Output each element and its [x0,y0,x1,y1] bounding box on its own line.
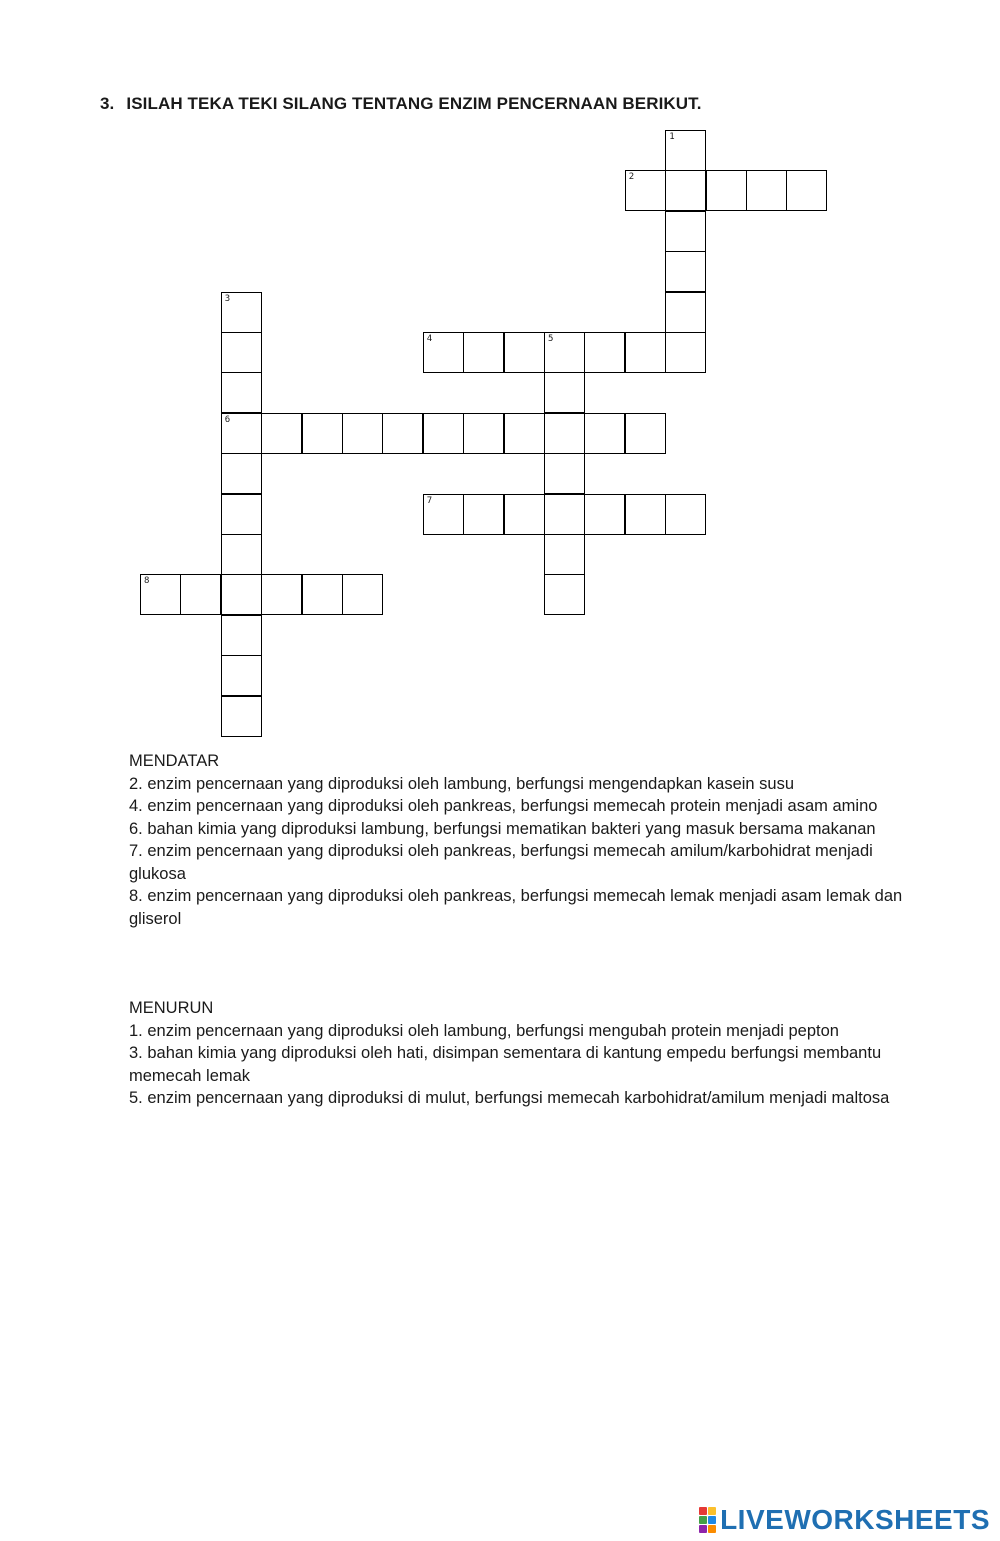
logo-square [708,1516,716,1524]
crossword-cell[interactable] [665,251,706,292]
crossword-cell-input[interactable] [303,575,342,614]
crossword-cell-input[interactable] [424,414,463,453]
crossword-grid [0,0,1000,760]
crossword-cell[interactable] [544,332,585,373]
crossword-clue-number: 7 [426,495,433,506]
crossword-cell-input[interactable] [505,414,544,453]
crossword-cell[interactable] [221,534,262,575]
clue-across-8: 8. enzim pencernaan yang diproduksi oleh pankreas, berfungsi memecah lemak menjadi asam lemak dan gliserol [129,887,903,928]
crossword-cell[interactable] [665,211,706,252]
crossword-cell[interactable] [504,413,545,454]
crossword-clue-number: 8 [144,576,150,587]
crossword-cell-input[interactable] [464,414,503,453]
crossword-cell-input[interactable] [343,414,382,453]
crossword-cell-input[interactable] [545,495,584,534]
crossword-cell-input[interactable] [666,171,705,210]
liveworksheets-logo-icon [699,1507,716,1533]
crossword-cell-input[interactable] [181,575,220,614]
clues-across-heading: MENDATAR [129,752,220,770]
crossword-cell[interactable] [221,453,262,494]
clue-down-5: 5. enzim pencernaan yang diproduksi di mulut, berfungsi memecah karbohidrat/amilum menjadi maltosa [129,1089,890,1107]
crossword-cell-input[interactable] [666,333,705,372]
crossword-cell-input[interactable] [222,495,261,534]
crossword-cell[interactable] [180,574,221,615]
crossword-cell-input[interactable] [585,333,624,372]
crossword-cell[interactable] [423,413,464,454]
clues-across [129,750,919,930]
crossword-cell[interactable] [625,332,666,373]
logo-square [708,1525,716,1533]
crossword-cell[interactable] [221,494,262,535]
clue-down-3: 3. bahan kimia yang diproduksi oleh hati, disimpan sementara di kantung empedu berfungsi membantu memecah lemak [129,1044,882,1085]
clue-across-7: 7. enzim pencernaan yang diproduksi oleh pankreas, berfungsi memecah amilum/karbohidrat menjadi glukosa [129,842,873,883]
logo-text: LIVEWORKSHEETS [720,1504,990,1535]
crossword-cell[interactable] [625,170,666,211]
crossword-cell-input[interactable] [383,414,422,453]
crossword-cell[interactable] [221,332,262,373]
crossword-cell[interactable] [221,372,262,413]
crossword-clue-number: 4 [426,334,433,344]
crossword-cell[interactable] [221,413,262,454]
crossword-cell[interactable] [665,130,706,171]
crossword-cell[interactable] [261,413,302,454]
crossword-cell[interactable] [544,574,585,615]
crossword-cell[interactable] [221,574,262,615]
crossword-cell-input[interactable] [424,333,463,372]
crossword-cell[interactable] [261,574,302,615]
crossword-cell-input[interactable] [666,495,705,534]
crossword-cell-input[interactable] [222,414,261,453]
crossword-cell[interactable] [786,170,827,211]
crossword-cell[interactable] [544,494,585,535]
question-text: ISILAH TEKA TEKI SILANG TENTANG ENZIM PENCERNAAN BERIKUT. [126,94,702,113]
crossword-cell-input[interactable] [626,333,665,372]
crossword-cell-input[interactable] [222,616,261,655]
crossword-cell[interactable] [544,372,585,413]
clues-down [129,997,919,1110]
question-number: 3. [100,94,115,113]
clue-across-4: 4. enzim pencernaan yang diproduksi oleh pankreas, berfungsi memecah protein menjadi asam amino [129,797,878,815]
crossword-clue-number: 3 [224,293,231,304]
crossword-cell[interactable] [625,413,666,454]
crossword-cell[interactable] [140,574,181,615]
crossword-cell[interactable] [423,494,464,535]
crossword-clue-number: 6 [224,414,231,425]
crossword-cell-input[interactable] [424,495,463,534]
crossword-cell-input[interactable] [626,414,665,453]
crossword-cell-input[interactable] [222,293,261,332]
liveworksheets-logo [699,1502,990,1538]
crossword-cell[interactable] [302,574,343,615]
crossword-cell[interactable] [584,494,625,535]
crossword-cell-input[interactable] [545,414,584,453]
crossword-cell[interactable] [423,332,464,373]
crossword-cell-input[interactable] [343,575,382,614]
crossword-cell[interactable] [504,332,545,373]
crossword-cell[interactable] [221,696,262,737]
crossword-cell-input[interactable] [303,414,342,453]
clue-across-2: 2. enzim pencernaan yang diproduksi oleh lambung, berfungsi mengendapkan kasein susu [129,774,795,793]
crossword-cell[interactable] [665,332,706,373]
crossword-cell[interactable] [544,413,585,454]
crossword-cell-input[interactable] [222,333,261,372]
crossword-cell[interactable] [544,453,585,494]
crossword-cell[interactable] [706,170,747,211]
crossword-cell-input[interactable] [505,333,544,372]
crossword-cell[interactable] [221,615,262,656]
crossword-cell-input[interactable] [545,575,584,614]
crossword-cell-input[interactable] [666,252,705,291]
logo-square [699,1507,707,1515]
crossword-cell-input[interactable] [545,373,584,412]
crossword-cell-input[interactable] [585,495,624,534]
crossword-cell-input[interactable] [666,293,705,332]
crossword-cell-input[interactable] [787,171,826,210]
logo-square [699,1525,707,1533]
crossword-cell[interactable] [625,494,666,535]
crossword-cell-input[interactable] [222,656,261,695]
crossword-cell-input[interactable] [222,535,261,574]
crossword-cell-input[interactable] [222,373,261,412]
crossword-cell-input[interactable] [464,495,503,534]
crossword-cell-input[interactable] [626,495,665,534]
logo-square [708,1507,716,1515]
crossword-cell-input[interactable] [222,454,261,493]
crossword-cell[interactable] [221,292,262,333]
crossword-clue-number: 5 [548,334,554,344]
logo-square [699,1516,707,1524]
crossword-cell-input[interactable] [545,535,584,574]
crossword-cell-input[interactable] [545,333,584,372]
crossword-cell[interactable] [221,655,262,696]
crossword-cell-input[interactable] [666,212,705,251]
crossword-cell[interactable] [382,413,423,454]
crossword-cell[interactable] [746,170,787,211]
crossword-cell-input[interactable] [545,454,584,493]
crossword-cell[interactable] [665,494,706,535]
crossword-cell[interactable] [342,413,383,454]
crossword-cell-input[interactable] [585,414,624,453]
crossword-cell-input[interactable] [626,171,665,210]
crossword-cell-input[interactable] [141,575,180,614]
clue-down-1: 1. enzim pencernaan yang diproduksi oleh lambung, berfungsi mengubah protein menjadi pepton [129,1021,839,1040]
crossword-cell[interactable] [584,413,625,454]
crossword-cell[interactable] [584,332,625,373]
crossword-cell[interactable] [463,332,504,373]
crossword-clue-number: 1 [669,132,675,142]
crossword-cell[interactable] [544,534,585,575]
crossword-cell-input[interactable] [707,171,746,210]
crossword-cell-input[interactable] [747,171,786,210]
crossword-clue-number: 2 [628,172,635,183]
crossword-cell[interactable] [463,494,504,535]
crossword-cell-input[interactable] [666,131,705,170]
crossword-cell[interactable] [302,413,343,454]
crossword-cell[interactable] [463,413,504,454]
crossword-cell-input[interactable] [262,414,301,453]
crossword-cell-input[interactable] [222,697,261,736]
crossword-cell-input[interactable] [222,575,261,614]
crossword-cell-input[interactable] [464,333,503,372]
clues-down-heading: MENURUN [129,999,214,1017]
crossword-cell-input[interactable] [262,575,301,614]
crossword-cell[interactable] [504,494,545,535]
crossword-cell[interactable] [342,574,383,615]
crossword-cell-input[interactable] [505,495,544,534]
crossword-cell[interactable] [665,292,706,333]
crossword-cell[interactable] [665,170,706,211]
clue-across-6: 6. bahan kimia yang diproduksi lambung, berfungsi mematikan bakteri yang masuk bersama makanan [129,819,876,838]
